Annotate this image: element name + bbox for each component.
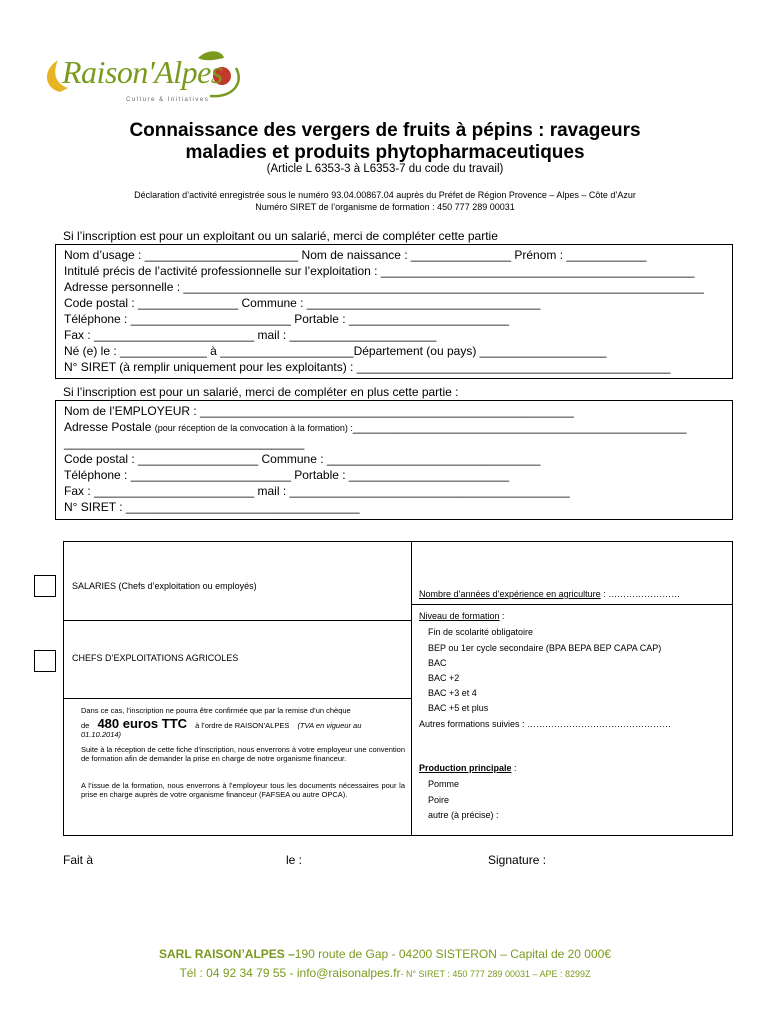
row-divider-right [412,604,732,605]
section1-box [55,244,733,379]
chefs-label: CHEFS D’EXPLOITATIONS AGRICOLES [72,653,239,663]
footer-siret: - N° SIRET : 450 777 289 00031 – APE : 8299Z [400,969,591,979]
production-option-1[interactable]: Poire [428,795,450,805]
signature-field[interactable]: Signature : [488,853,547,867]
production-option-0[interactable]: Pomme [428,779,460,789]
field-code-postal[interactable]: Code postal : _______________ Commune : ___________________________________ [64,296,541,310]
footer-company-name: SARL RAISON’ALPES – [158,947,295,961]
niveau-option-0[interactable]: Fin de scolarité obligatoire [428,627,534,637]
production-heading: Production principale : [419,763,517,773]
field-emp-siret[interactable]: N° SIRET : ___________________________________ [64,500,360,514]
payment-amount: 480 euros TTC [97,716,188,731]
field-adresse-line2[interactable]: ____________________________________ [64,436,305,450]
row-divider-1 [64,620,411,621]
field-siret[interactable]: N° SIRET (à remplir uniquement pour les exploitants) : _______________________________________________ [64,360,671,374]
field-fax[interactable]: Fax : ________________________ mail : ______________________ [64,328,437,342]
niveau-option-5[interactable]: BAC +5 et plus [428,703,489,713]
declaration [40,189,730,213]
payment-de: de [81,721,90,730]
chefs-checkbox[interactable] [34,650,56,672]
footer-company [0,947,770,961]
title-line-1: Connaissance des vergers de fruits à pépins : ravageurs [129,120,641,141]
experience-fill: : …………………… [600,589,681,599]
declaration-line-1: Déclaration d’activité enregistrée sous le numéro 93.04.00867.04 auprès du Préfet de Région Provence – Alpes – Côte d’Azur [134,190,636,200]
date-field[interactable]: le : [286,853,303,867]
footer-address: 190 route de Gap - 04200 SISTERON – Capital de 20 000€ [294,947,611,961]
para-documents: A l’issue de la formation, nous enverrons à l’employeur tous les documents nécessaires pour la prise en charge auprès de votre organisme financeur (FAFSEA ou autre OPCA). [81,781,405,799]
niveau-option-3[interactable]: BAC +2 [428,673,460,683]
table-divider [411,542,412,835]
title-line-2: maladies et produits phytopharmaceutiques [185,142,585,163]
production-label: Production principale [419,763,512,773]
field-activite[interactable]: Intitulé précis de l’activité professionnelle sur l’exploitation : _______________________________________________ [64,264,695,278]
salaries-checkbox[interactable] [34,575,56,597]
niveau-heading: Niveau de formation : [419,611,505,621]
production-option-2[interactable]: autre (à précise) : [428,810,499,820]
fait-a-field[interactable]: Fait à [63,853,94,867]
section1-heading: Si l’inscription est pour un exploitant ou un salarié, merci de compléter cette partie [63,229,498,243]
payment-order: à l’ordre de RAISON’ALPES [195,721,290,730]
payment-intro: Dans ce cas, l’inscription ne pourra être confirmée que par la remise d’un chèque [81,706,351,715]
field-emp-telephone[interactable]: Téléphone : ________________________ Portable : ________________________ [64,468,510,482]
field-telephone[interactable]: Téléphone : ________________________ Portable : ________________________ [64,312,510,326]
adresse-postale-line: __________________________________________________ [352,420,687,434]
field-nom-usage[interactable]: Nom d’usage : _______________________ Nom de naissance : _______________ Prénom : ____________ [64,248,647,262]
footer-contact [0,966,770,980]
niveau-option-4[interactable]: BAC +3 et 4 [428,688,477,698]
salaries-label: SALARIES (Chefs d’exploitation ou employés) [72,581,257,591]
field-adresse[interactable]: Adresse personnelle : ______________________________________________________________________________ [64,280,704,294]
adresse-postale-hint: (pour réception de la convocation à la formation) : [154,423,353,433]
para-convention: Suite à la réception de cette fiche d’inscription, nous enverrons à votre employeur une convention de formation afin de demander la prise en charge de notre organisme financeur. [81,745,405,763]
section2-box [55,400,733,520]
experience-label: Nombre d’années d’expérience en agriculture [419,589,601,599]
field-emp-code-postal[interactable]: Code postal : __________________ Commune : ________________________________ [64,452,541,466]
declaration-line-2: Numéro SIRET de l’organisme de formation : 450 777 289 00031 [255,202,515,212]
section2-heading: Si l’inscription est pour un salarié, merci de compléter en plus cette partie : [63,385,459,399]
experience-field[interactable] [419,589,680,599]
payment-tva: (TVA en vigueur au [297,721,362,730]
payment-line [81,716,405,731]
logo [38,48,248,110]
logo-tagline: Culture & Initiatives [126,97,210,103]
registration-table [63,541,733,836]
niveau-label: Niveau de formation [419,611,500,621]
field-emp-fax[interactable]: Fax : ________________________ mail : __________________________________________ [64,484,570,498]
page-title [40,120,730,164]
field-naissance[interactable]: Né (e) le : _____________ à ____________________Département (ou pays) ___________________ [64,344,607,358]
niveau-option-1[interactable]: BEP ou 1er cycle secondaire (BPA BEPA BEP CAPA CAP) [428,643,662,653]
payment-date: 01.10.2014) [81,730,122,739]
footer-contact-info: Tél : 04 92 34 79 55 - info@raisonalpes.fr [179,966,401,980]
field-employeur[interactable]: Nom de l’EMPLOYEUR : ________________________________________________________ [64,404,574,418]
row-divider-2 [64,698,411,699]
page-subtitle: (Article L 6353-3 à L6353-7 du code du travail) [266,163,504,175]
autres-formations[interactable]: Autres formations suivies : ………………………………………… [419,719,672,729]
logo-text: Raison'Alpes [62,54,223,90]
niveau-option-2[interactable]: BAC [428,658,447,668]
adresse-postale-label: Adresse Postale [64,420,155,434]
field-adresse-postale[interactable] [64,420,687,434]
